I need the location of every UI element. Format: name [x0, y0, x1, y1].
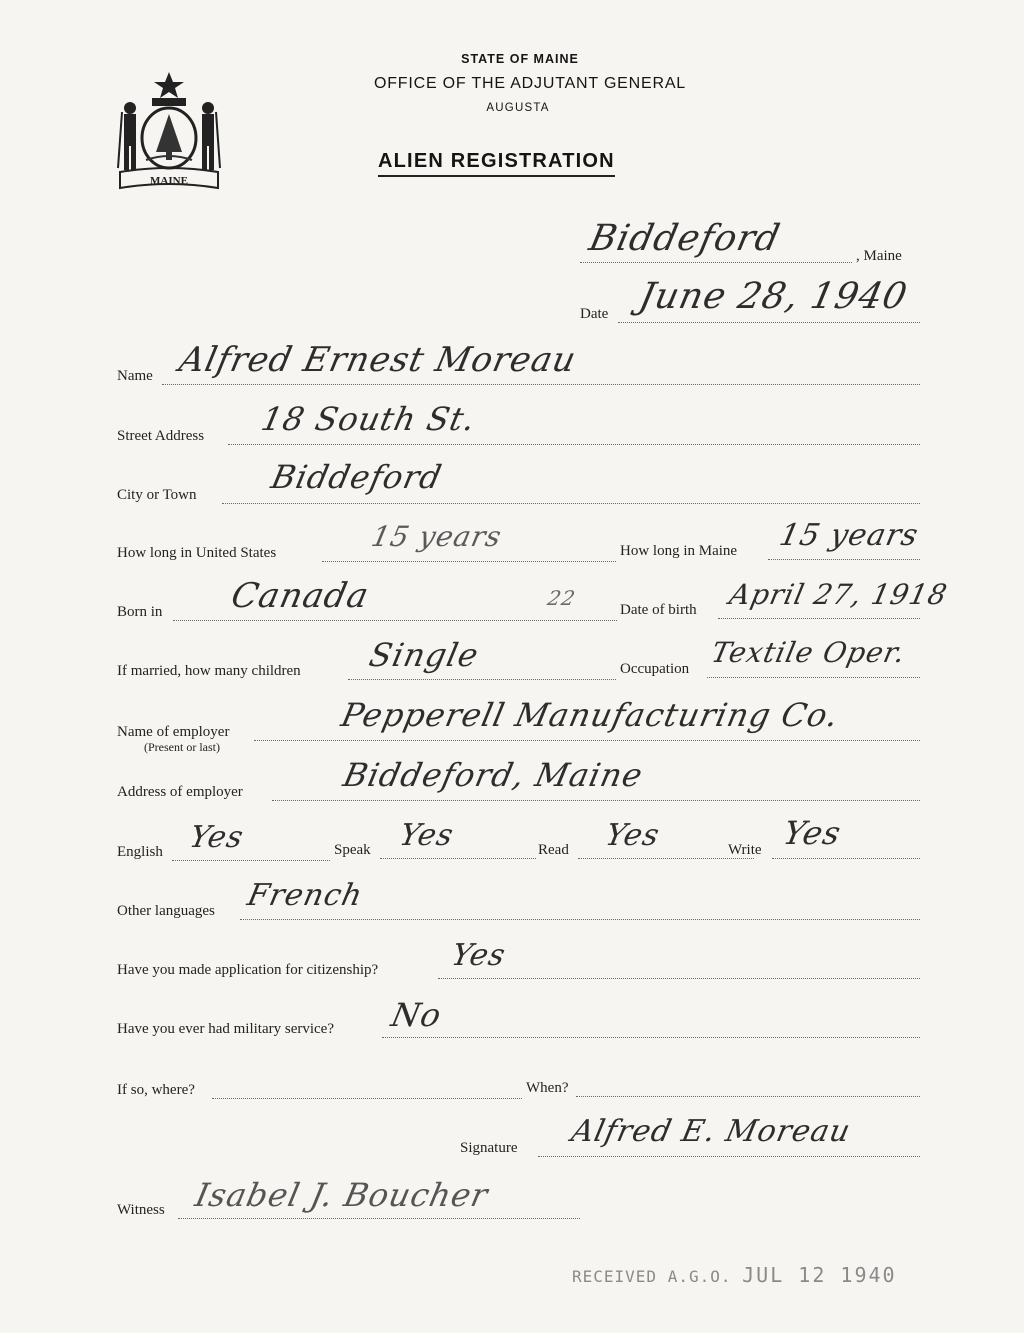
born-in-label: Born in: [117, 604, 163, 620]
other-languages-entry: French: [244, 878, 367, 913]
date-of-birth-line: [718, 618, 920, 619]
speak-line: [380, 858, 536, 859]
town-line: [580, 262, 852, 263]
if-married-entry: Single: [365, 636, 483, 674]
read-label: Read: [538, 842, 569, 858]
age-note: 22: [545, 586, 579, 610]
signature-entry: Alfred E. Moreau: [568, 1114, 854, 1149]
speak-entry: Yes: [396, 818, 458, 853]
how-long-maine-line: [768, 559, 920, 560]
how-long-maine-entry: 15 years: [776, 518, 922, 553]
other-languages-line: [240, 919, 920, 920]
seal-text: MAINE: [150, 175, 188, 187]
read-entry: Yes: [602, 818, 664, 853]
street-address-entry: 18 South St.: [257, 400, 480, 438]
military-line: [382, 1037, 920, 1038]
city-or-town-entry: Biddeford: [267, 458, 446, 496]
witness-label: Witness: [117, 1202, 165, 1218]
stamp-date: JUL 12 1940: [742, 1263, 897, 1287]
date-entry: June 28, 1940: [635, 276, 912, 317]
employer-address-line: [272, 800, 920, 801]
how-long-us-line: [322, 561, 616, 562]
how-long-maine-label: How long in Maine: [620, 543, 738, 559]
employer-address-entry: Biddeford, Maine: [339, 756, 647, 794]
town-entry: Biddeford: [585, 218, 784, 259]
city-heading: AUGUSTA: [486, 102, 550, 114]
date-of-birth-entry: April 27, 1918: [726, 578, 951, 611]
english-line: [172, 860, 330, 861]
maine-label: , Maine: [856, 248, 902, 264]
office-heading: OFFICE OF THE ADJUTANT GENERAL: [373, 75, 687, 92]
name-line: [162, 384, 920, 385]
born-in-line: [173, 620, 617, 621]
occupation-entry: Textile Oper.: [708, 636, 909, 669]
street-address-line: [228, 444, 920, 445]
born-in-entry: Canada: [227, 576, 373, 616]
city-or-town-line: [222, 503, 920, 504]
form-title: ALIEN REGISTRATION: [378, 150, 615, 177]
write-line: [772, 858, 920, 859]
how-long-us-entry: 15 years: [368, 520, 505, 553]
signature-line: [538, 1156, 920, 1157]
employer-name-label: Name of employer: [117, 724, 230, 740]
street-address-label: Street Address: [117, 428, 205, 444]
citizenship-line: [438, 978, 920, 979]
if-so-where-line: [212, 1098, 522, 1099]
name-entry: Alfred Ernest Moreau: [175, 340, 581, 380]
if-married-line: [348, 679, 616, 680]
occupation-line: [707, 677, 920, 678]
witness-entry: Isabel J. Boucher: [191, 1176, 492, 1214]
state-heading: STATE OF MAINE: [461, 52, 579, 66]
occupation-label: Occupation: [620, 661, 690, 677]
citizenship-entry: Yes: [448, 938, 510, 973]
date-of-birth-label: Date of birth: [620, 602, 697, 618]
speak-label: Speak: [334, 842, 371, 858]
date-line: [618, 322, 920, 323]
employer-name-entry: Pepperell Manufacturing Co.: [337, 696, 843, 734]
employer-address-label: Address of employer: [117, 784, 243, 800]
military-entry: No: [387, 996, 446, 1034]
how-long-us-label: How long in United States: [117, 545, 277, 561]
english-label: English: [117, 844, 163, 860]
witness-line: [178, 1218, 580, 1219]
english-entry: Yes: [186, 820, 248, 855]
received-stamp: [572, 1263, 897, 1287]
name-label: Name: [117, 368, 153, 384]
if-so-where-label: If so, where?: [117, 1082, 195, 1098]
write-label: Write: [728, 842, 762, 858]
if-married-label: If married, how many children: [117, 663, 301, 679]
when-label: When?: [526, 1080, 569, 1096]
when-line: [576, 1096, 920, 1097]
stamp-prefix: RECEIVED A.G.O.: [572, 1267, 732, 1286]
employer-note-label: (Present or last): [144, 740, 220, 754]
military-label: Have you ever had military service?: [117, 1021, 334, 1037]
write-entry: Yes: [779, 814, 845, 852]
city-or-town-label: City or Town: [117, 487, 197, 503]
citizenship-label: Have you made application for citizenship?: [117, 962, 379, 978]
other-languages-label: Other languages: [117, 903, 215, 919]
employer-name-line: [254, 740, 920, 741]
date-label: Date: [580, 306, 609, 322]
signature-label: Signature: [460, 1140, 518, 1156]
